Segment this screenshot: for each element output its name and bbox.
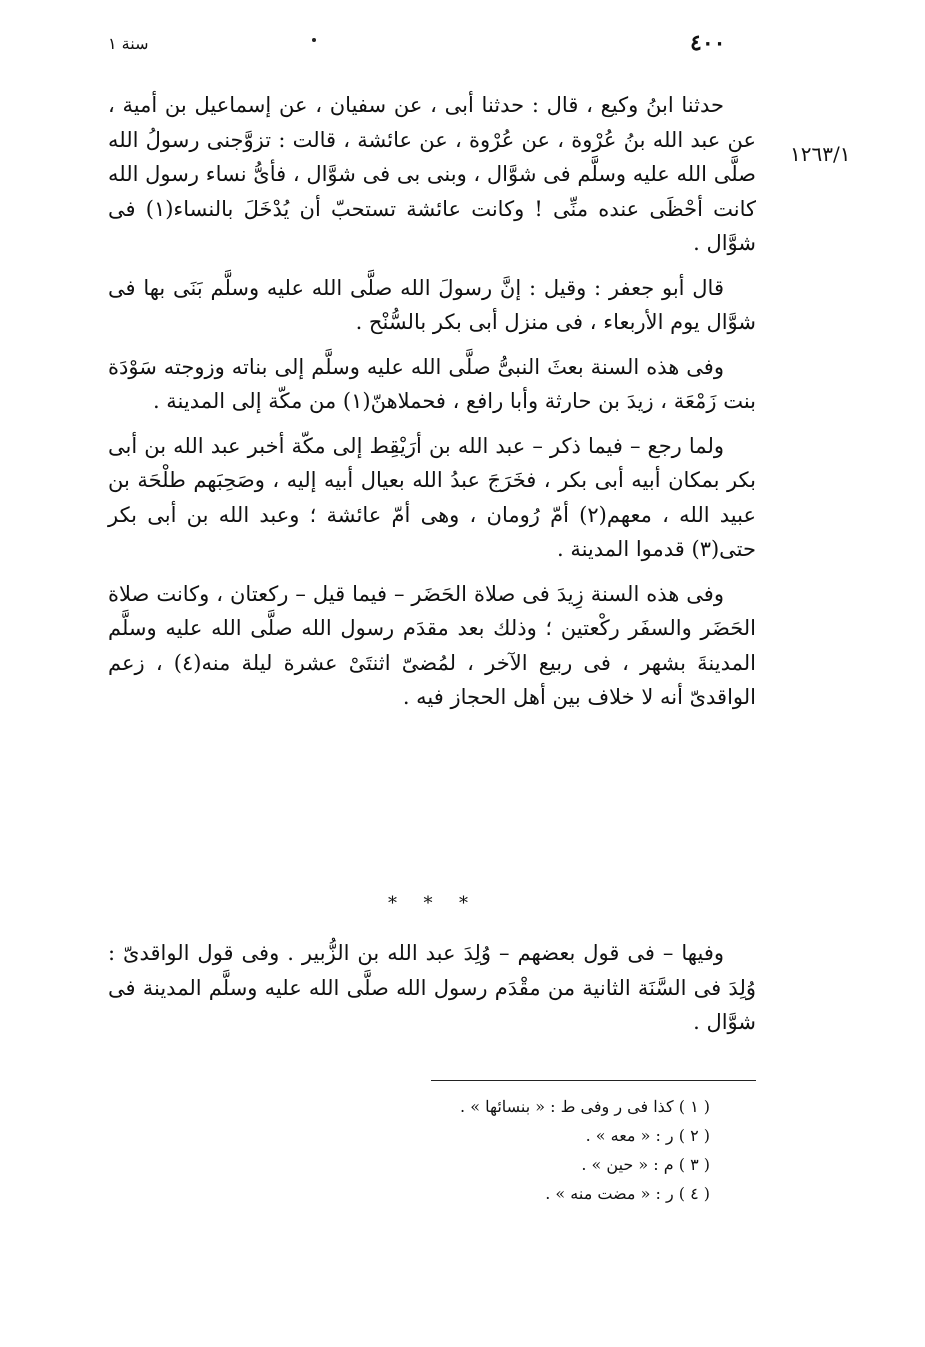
footnote-divider [431, 1080, 756, 1081]
paragraph-text: وفيها – فى قول بعضهم – وُلِدَ عبد الله بن الزُّبير . وفى قول الواقدىّ : وُلِدَ فى السَّنَة الثانية من مقْدَم رسول الله صلَّى الله عليه وسلَّم المدينة فى شوَّال . [108, 941, 756, 1034]
footnote-4: ( ٤ ) ر : « مضت منه » . [545, 1184, 710, 1203]
paragraph-text: وفى هذه السنة بعثَ النبىُّ صلَّى الله عليه وسلَّم إلى بناته وزوجته سَوْدَة بنت زَمْعَة ، زيدَ بن حارثة وأبا رافع ، فحملاهنّ(١) من مكّة إلى المدينة . [108, 354, 756, 413]
margin-reference: ١٢٦٣/١ [790, 142, 851, 166]
footnotes [380, 1092, 710, 1208]
paragraph-text: وفى هذه السنة زِيدَ فى صلاة الحَضَر – فيما قيل – ركعتان ، وكانت صلاة الحَضَر والسفَر ركْعتين ؛ وذلك بعد مقدَم رسول الله صلَّى الله عليه وسلَّم المدينةَ بشهر ، فى ربيع الآخر ، لمُضىّ اثنتَىْ عشرة ليلة منه(٤) ، زعم الواقدىّ أنه لا خلاف بين أهل الحجاز فيه . [108, 581, 756, 709]
paragraph [108, 88, 756, 261]
section-separator [388, 893, 468, 914]
paragraph-text: حدثنا ابنُ وكيع ، قال : حدثنا أبى ، عن سفيان ، عن إسماعيل بن أمية ، عن عبد الله بنُ عُرْوة ، عن عُرْوة ، عن عائشة ، قالت : تزوَّجنى رسولُ الله صلَّى الله عليه وسلَّم فى شوَّال ، وبنى بى فى شوَّال ، فأىُّ نساء رسول الله كانت أحْظَى عنده منِّى ! وكانت عائشة تستحبّ أن يُدْخَلَ بالنساء(١) فى شوَّال . [108, 93, 756, 255]
footnote-2: ( ٢ ) ر : « معه » . [585, 1126, 710, 1145]
paragraph-text: قال أبو جعفر : وقيل : إنَّ رسولَ الله صلَّى الله عليه وسلَّم بَنَى بها فى شوَّال يوم الأربعاء ، فى منزل أبى بكر بالسُّنْح . [108, 275, 756, 334]
paragraph [108, 936, 756, 1040]
main-text-lower [108, 936, 756, 1050]
separator-star: * [423, 893, 433, 914]
paragraph [108, 271, 756, 340]
separator-star: * [459, 893, 468, 914]
footnote-1: ( ١ ) كذا فى ر وفى ط : « بنسائها » . [460, 1097, 710, 1116]
footnote-3: ( ٣ ) م : « حين » . [581, 1155, 710, 1174]
paragraph [108, 429, 756, 567]
paragraph [108, 577, 756, 715]
main-text-upper [108, 88, 756, 725]
paragraph [108, 350, 756, 419]
separator-star: * [388, 893, 397, 914]
running-header: سنة ١ [108, 34, 149, 53]
header-dot [312, 38, 316, 42]
page-number: ٤٠٠ [690, 30, 726, 56]
paragraph-text: ولما رجع – فيما ذكر – عبد الله بن أرَيْقِط إلى مكّة أخبر عبد الله بن أبى بكر بمكان أبيه أبى بكر ، فخَرَجَ عبدُ الله بعيال أبيه إليه ، وصَحِبَهم طلْحَة بن عبيد الله ، معهم(٢) أمّ رُومان ، وهى أمّ عائشة ؛ وعبد الله بن أبى بكر حتى(٣) قدموا المدينة . [108, 433, 757, 561]
